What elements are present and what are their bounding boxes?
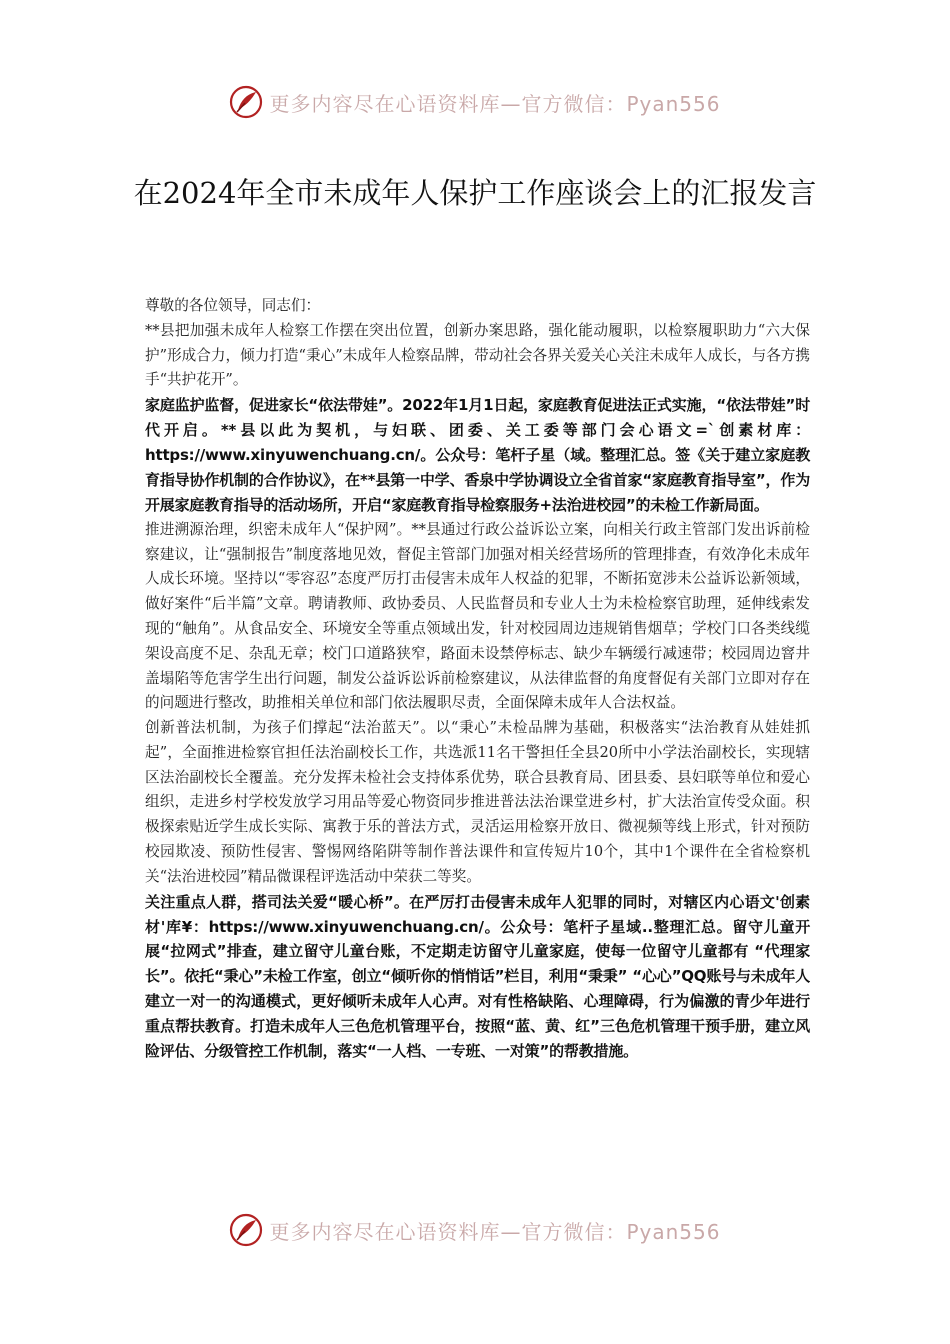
document-title: 在2024年全市未成年人保护工作座谈会上的汇报发言 [133, 176, 817, 211]
family-supervision-paragraph: 家庭监护监督，促进家长“依法带娃”。2022年1月1日起，家庭教育促进法正式实施，“依法带娃”时代开启。**县以此为契机，与妇联、团委、关工委等部门会心语文=`创素材库：https://www.xinyuwenchuang.cn/。公众号：笔杆子星（域。整理汇总。签《关于建立家庭教育指导协作机制的合作协议》，在**县第一中学、香泉中学协调设立全省首家“家庭教育指导室”，作为开展家庭教育指导的活动场所，开启“家庭教育指导检察服务+法治进校园”的未检工作新局面。 [145, 396, 810, 514]
header-banner [0, 82, 950, 122]
key-groups-paragraph: 关注重点人群，搭司法关爱“暖心桥”。在严厉打击侵害未成年人犯罪的同时，对辖区内心语文'创素材'库¥：https://www.xinyuwenchuang.cn/。公众号：笔杆子星域..整理汇总。留守儿童开展“拉网式”排查，建立留守儿童台账，不定期走访留守儿童家庭，使每一位留守儿童都有 “代理家长”。依托“秉心”未检工作室，创立“倾听你的悄悄话”栏目，利用“秉秉” “心心”QQ账号与未成年人建立一对一的沟通模式，更好倾听未成年人心声。对有性格缺陷、心理障碍，行为偏激的青少年进行重点帮扶教育。打造未成年人三色危机管理平台，按照“蓝、黄、红”三色危机管理干预手册，建立风险评估、分级管控工作机制，落实“一人档、一专班、一对策”的帮教措施。 [145, 892, 810, 1061]
footer-banner [0, 1210, 950, 1250]
feather-pen-logo-icon [229, 85, 263, 119]
feather-pen-logo-icon [229, 1213, 263, 1247]
source-governance-paragraph: 推进溯源治理，织密未成年人“保护网”。**县通过行政公益诉讼立案，向相关行政主管部门发出诉前检察建议，让“强制报告”制度落地见效，督促主管部门加强对相关经营场所的管理排查，有效净化未成年人成长环境。坚持以“零容忍”态度严厉打击侵害未成年人权益的犯罪，不断拓宽涉未公益诉讼新领域，做好案件“后半篇”文章。聘请教师、政协委员、人民监督员和专业人士为未检检察官助理，延伸线索发现的“触角”。从食品安全、环境安全等重点领域出发，针对校园周边违规销售烟草；学校门口各类线缆架设高度不足、杂乱无章；校门口道路狭窄，路面未设禁停标志、缺少车辆缓行减速带；校园周边窨井盖塌陷等危害学生出行问题，制发公益诉讼诉前检察建议，从法律监督的角度督促有关部门立即对存在的问题进行整改，助推相关单位和部门依法履职尽责，全面保障未成年人合法权益。 [145, 520, 810, 712]
legal-education-paragraph: 创新普法机制，为孩子们撑起“法治蓝天”。以“秉心”未检品牌为基础，积极落实“法治教育从娃娃抓起”，全面推进检察官担任法治副校长工作，共选派11名干警担任全县20所中小学法治副校长，实现辖区法治副校长全覆盖。充分发挥未检社会支持体系优势，联合县教育局、团县委、县妇联等单位和爱心组织，走进乡村学校发放学习用品等爱心物资同步推进普法法治课堂进乡村，扩大法治宣传受众面。积极探索贴近学生成长实际、寓教于乐的普法方式，灵活运用检察开放日、微视频等线上形式，针对预防校园欺凌、预防性侵害、警惕网络陷阱等制作普法课件和宣传短片10个，其中1个课件在全省检察机关“法治进校园”精品微课程评选活动中荣获二等奖。 [145, 719, 810, 885]
document-body [145, 294, 810, 1064]
banner-text: 更多内容尽在心语资料库—官方微信：Pyan556 [269, 1219, 721, 1244]
salutation-paragraph: 尊敬的各位领导，同志们： [145, 297, 321, 314]
intro-paragraph: **县把加强未成年人检察工作摆在突出位置，创新办案思路，强化能动履职，以检察履职助力“六大保护”形成合力，倾力打造“秉心”未成年人检察品牌，带动社会各界关爱关心关注未成年人成长，与各方携手“共护花开”。 [145, 321, 810, 389]
banner-text: 更多内容尽在心语资料库—官方微信：Pyan556 [269, 91, 721, 116]
